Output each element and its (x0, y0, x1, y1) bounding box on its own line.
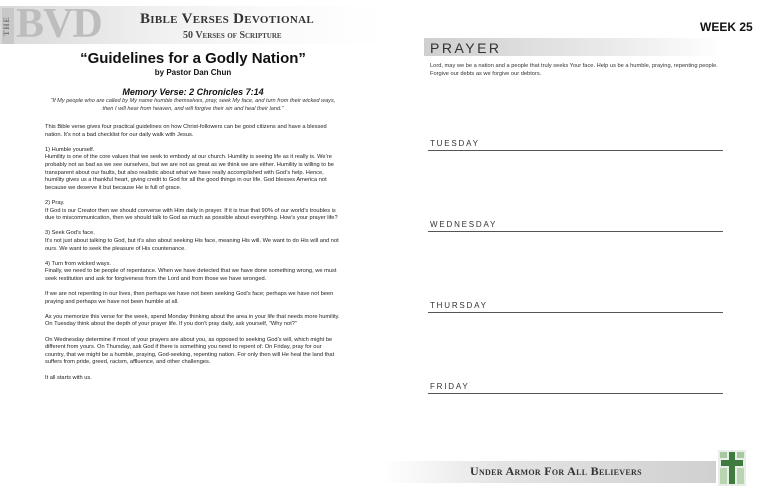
sermon-author: by Pastor Dan Chun (154, 68, 232, 77)
devotional-title: Bible Verses Devotional (140, 11, 314, 27)
body-paragraph: It all starts with us. (45, 374, 92, 381)
writing-line (428, 312, 723, 313)
logo-the-text: THE (2, 8, 14, 44)
memory-verse-text: “If My people who are called by My name humble themselves, pray, seek My face, and turn from their wicked ways, then I will hear from heaven, and will forgive their sin and heal their land.” (50, 98, 336, 112)
day-label-wednesday: WEDNESDAY (430, 220, 498, 229)
writing-line (428, 393, 723, 394)
cross-window-icon (718, 450, 746, 486)
devotional-subtitle: 50 Verses of Scripture (183, 30, 282, 41)
day-label-thursday: THURSDAY (430, 301, 488, 310)
body-paragraph: 1) Humble yourself. Humility is one of the core values that we seek to embody at our church. Humility is seeing life as it really is. We’re probably not as bad as we see ourselves, but we are not as great as we think we are either. Humility is willing to be transparent about our faults, but also realistic about what we have really accomplished with God’s help. Hence, humility gives us a thankful heart, giving credit to God for all the good things in our life. God blesses America not because we deserve it but because He is full of grace. (45, 146, 334, 191)
writing-line (428, 150, 723, 151)
body-paragraph: 3) Seek God’s face. It’s not just about talking to God, but it’s also about seeking His face, meaning His will. We want to do His will and not ours. We want to seek the pleasure of His countenance. (45, 230, 339, 252)
day-label-tuesday: TUESDAY (430, 139, 480, 148)
writing-line (428, 231, 723, 232)
body-paragraph: This Bible verse gives four practical guidelines on how Christ-followers can be good citizens and have a blessed nation. It’s not a bad checklist for our daily walk with Jesus. (45, 124, 327, 138)
day-label-friday: FRIDAY (430, 382, 470, 391)
body-paragraph: As you memorize this verse for the week, spend Monday thinking about the area in your life that needs more humility. On Tuesday think about the depth of your prayer life. If you don’t pray daily, ask yourself, “Why not?” (45, 313, 340, 328)
prayer-heading: PRAYER (430, 40, 502, 56)
devotional-body (45, 124, 341, 390)
footer-text: Under Armor For All Believers (470, 464, 642, 478)
body-paragraph: 4) Turn from wicked ways. Finally, we need to be people of repentance. When we have detected that we have done something wrong, we must seek restitution and ask for forgiveness from the Lord and from those we have wronged. (45, 260, 337, 282)
memory-verse-title: Memory Verse: 2 Chronicles 7:14 (122, 87, 264, 97)
body-paragraph: 2) Pray. If God is our Creator then we should converse with Him daily in prayer. If it is true that 90% of our world’s troubles is due to miscommunication, then we should talk to God as much as possible about everything. How’s your prayer life? (45, 199, 338, 222)
prayer-text: Lord, may we be a nation and a people that truly seeks Your face. Help us be a humble, praying, repenting people. Forgive our debts as we forgive our debtors. (430, 63, 718, 77)
body-paragraph: On Wednesday determine if most of your prayers are about you, as opposed to seeking God’s will, which might be different from yours. On Thursday, ask God if there is something you need to repent of. On Friday, pray for our country, that we might be a humble, praying, God-seeking, repenting nation. For only then will He heal the land that suffers from pride, greed, racism, affluence, and other challenges. (45, 336, 335, 366)
body-paragraph: If we are not repenting in our lives, then perhaps we have not been seeking God’s face; perhaps we have not been praying and perhaps we have not been humble at all. (45, 291, 334, 305)
week-label: WEEK 25 (700, 20, 753, 34)
sermon-title: “Guidelines for a Godly Nation” (80, 50, 306, 67)
logo-bvd-text: BVD (16, 1, 102, 47)
